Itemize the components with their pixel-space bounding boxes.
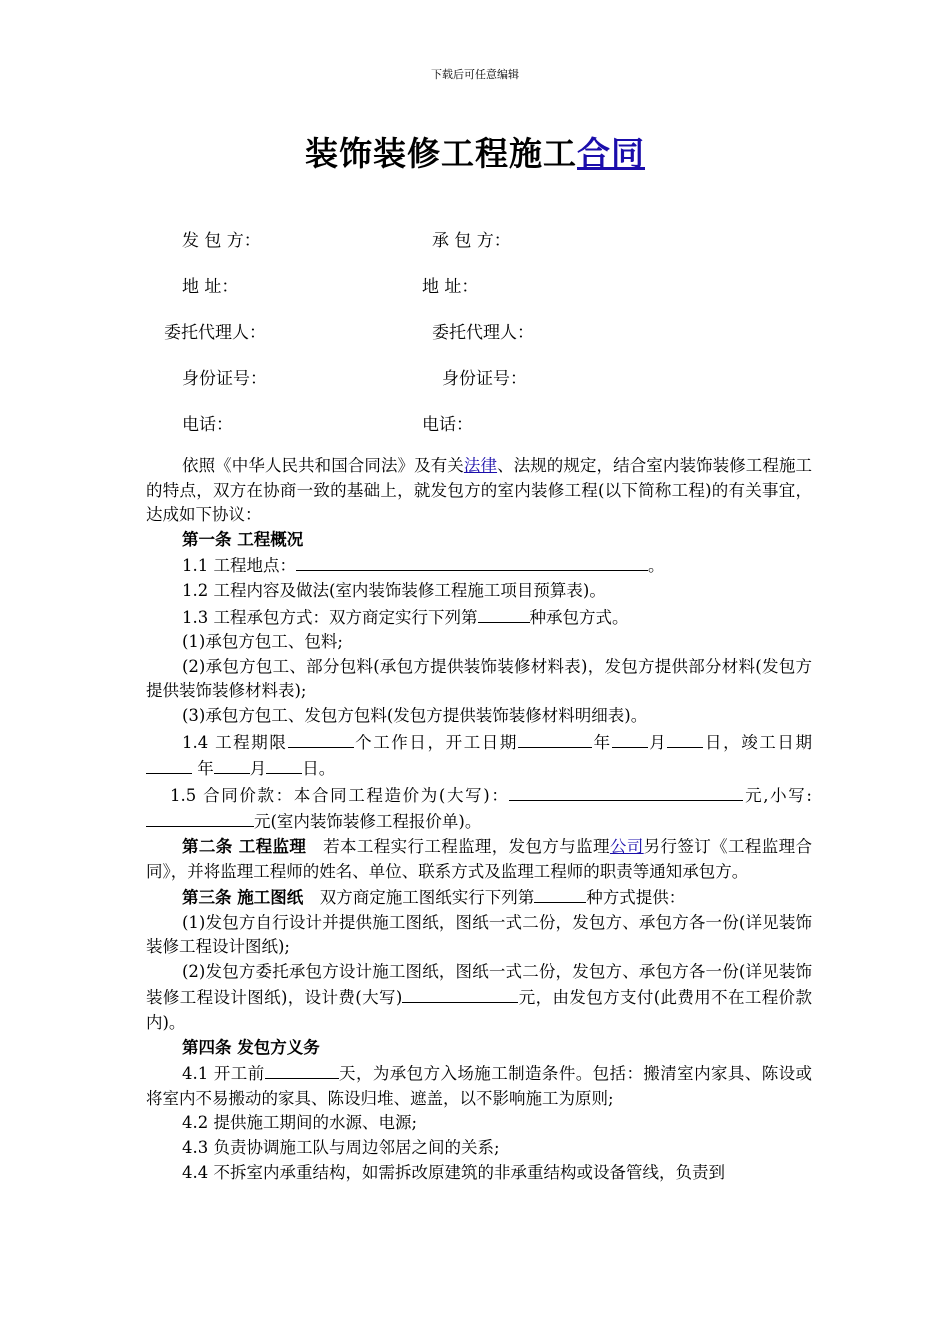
clause-4-1 bbox=[146, 1060, 812, 1111]
clause-1-3-option-1: (1)承包方包工、包料; bbox=[182, 632, 343, 652]
clause-3-1: (1)发包方自行设计并提供施工图纸，图纸一式二份，发包方、承包方各一份(详见装饰装修工程设计图纸); bbox=[146, 912, 812, 957]
clause-3-2-end: 元，由发包方支付(此费用不在工程价款内)。 bbox=[146, 988, 812, 1033]
party-right-id: 身份证号： bbox=[442, 369, 527, 389]
start-month-blank bbox=[612, 729, 648, 748]
clause-1-4-text: 个工作日，开工日期 bbox=[353, 732, 518, 752]
page-header-note: 下载后可任意编辑 bbox=[431, 68, 519, 81]
article-1-title: 第一条 工程概况 bbox=[182, 529, 304, 549]
end-year-label: 年 bbox=[192, 759, 214, 779]
clause-1-3-end: 种承包方式。 bbox=[529, 607, 629, 627]
article-4-title: 第四条 发包方义务 bbox=[182, 1037, 320, 1057]
clause-1-3-option-2: (2)承包方包工、部分包料(承包方提供装饰装修材料表)，发包方提供部分材料(发包方提供装饰装修材料表); bbox=[146, 656, 812, 701]
article-3-title: 第三条 施工图纸 bbox=[182, 888, 304, 908]
intro-paragraph bbox=[146, 454, 812, 528]
start-day-blank bbox=[667, 729, 703, 748]
clause-1-5-end: 元(室内装饰装修工程报价单)。 bbox=[254, 812, 482, 832]
company-link[interactable]: 公司 bbox=[609, 836, 644, 856]
party-left-address: 地 址： bbox=[182, 277, 239, 297]
clause-1-1-label: 1.1 工程地点： bbox=[182, 556, 296, 576]
party-right-agent: 委托代理人： bbox=[432, 323, 534, 343]
party-left-agent: 委托代理人： bbox=[164, 323, 266, 343]
clause-1-2: 1.2 工程内容及做法(室内装饰装修工程施工项目预算表)。 bbox=[182, 580, 606, 600]
start-year-blank bbox=[518, 729, 592, 748]
clause-4-3: 4.3 负责协调施工队与周边邻居之间的关系; bbox=[182, 1138, 500, 1158]
contract-body bbox=[146, 454, 812, 1185]
clause-1-3 bbox=[146, 604, 812, 631]
intro-text-a: 依照《中华人民共和国合同法》及有关 bbox=[182, 456, 464, 475]
clause-1-5-text: 1.5 合同价款：本合同工程造价为(大写)： bbox=[170, 785, 510, 805]
article-2-text-b: 另行签订《工程监理合同》，并将监理工程师的姓名、单位、联系方式及监理工程师的职责等通知承包方。 bbox=[146, 836, 813, 881]
article-1-heading bbox=[146, 528, 812, 553]
clause-4-4: 4.4 不拆室内承重结构，如需拆改原建筑的非承重结构或设备管线，负责到 bbox=[182, 1162, 725, 1182]
law-link[interactable]: 法律 bbox=[463, 456, 498, 475]
clause-1-5-mid: 元,小写: bbox=[743, 785, 812, 805]
clause-1-1-end: 。 bbox=[648, 556, 665, 576]
price-upper-blank bbox=[509, 782, 743, 801]
party-left-issuer: 发 包 方： bbox=[182, 231, 261, 251]
clause-1-4-label: 1.4 工程期限 bbox=[182, 732, 288, 752]
clause-4-1-label: 4.1 开工前 bbox=[182, 1064, 265, 1084]
party-right-phone: 电话： bbox=[422, 415, 473, 435]
end-month-label: 月 bbox=[249, 759, 267, 779]
clause-1-1 bbox=[146, 552, 812, 579]
method-blank bbox=[478, 604, 530, 623]
article-4-heading bbox=[146, 1036, 812, 1061]
article-2 bbox=[146, 835, 812, 884]
clause-1-4 bbox=[146, 729, 812, 782]
party-right-address: 地 址： bbox=[422, 277, 479, 297]
article-3-text-a: 双方商定施工图纸实行下列第 bbox=[303, 888, 535, 908]
end-day-blank bbox=[266, 755, 302, 774]
end-year-blank bbox=[146, 755, 192, 774]
site-blank bbox=[296, 552, 648, 571]
clause-1-3-option-3: (3)承包方包工、发包方包料(发包方提供装饰装修材料明细表)。 bbox=[182, 705, 648, 725]
intro-text-b: 、法规的规定，结合室内装饰装修工程施工的特点，双方在协商一致的基础上，就发包方的室内装修工程(以下简称工程)的有关事宜，达成如下协议： bbox=[146, 456, 813, 525]
clause-1-3-text: 1.3 工程承包方式：双方商定实行下列第 bbox=[182, 607, 478, 627]
party-right-contractor: 承 包 方： bbox=[432, 231, 511, 251]
completion-label: 日，竣工日期 bbox=[703, 732, 813, 752]
article-3 bbox=[146, 884, 812, 911]
end-month-blank bbox=[214, 755, 250, 774]
days-blank bbox=[265, 1060, 339, 1079]
document-title bbox=[0, 128, 950, 175]
title-text: 装饰装修工程施工 bbox=[305, 134, 577, 173]
clause-3-2-text: (2)发包方委托承包方设计施工图纸，图纸一式二份，发包方、承包方各一份(详见装饰装修工程设计图纸)，设计费(大写) bbox=[146, 961, 812, 1008]
article-2-title: 第二条 工程监理 bbox=[182, 836, 307, 856]
price-lower-blank bbox=[146, 808, 254, 827]
drawing-method-blank bbox=[534, 884, 586, 903]
clause-4-2: 4.2 提供施工期间的水源、电源; bbox=[182, 1113, 418, 1133]
workdays-blank bbox=[288, 729, 354, 748]
article-3-text-b: 种方式提供： bbox=[586, 888, 686, 908]
month-label: 月 bbox=[647, 732, 668, 752]
party-left-id: 身份证号： bbox=[182, 369, 267, 389]
design-fee-blank bbox=[402, 984, 518, 1003]
year-label: 年 bbox=[592, 732, 612, 752]
clause-4-1-text: 天，为承包方入场施工制造条件。包括：搬清室内家具、陈设或将室内不易搬动的家具、陈设归堆、遮盖，以不影响施工为原则; bbox=[146, 1064, 812, 1108]
end-day-label: 日。 bbox=[302, 759, 336, 779]
clause-3-2 bbox=[146, 960, 812, 1036]
title-contract-link[interactable]: 合同 bbox=[577, 134, 645, 173]
article-2-text-a: 若本工程实行工程监理，发包方与监理 bbox=[306, 836, 610, 856]
clause-1-5 bbox=[146, 782, 812, 835]
party-left-phone: 电话： bbox=[182, 415, 233, 435]
